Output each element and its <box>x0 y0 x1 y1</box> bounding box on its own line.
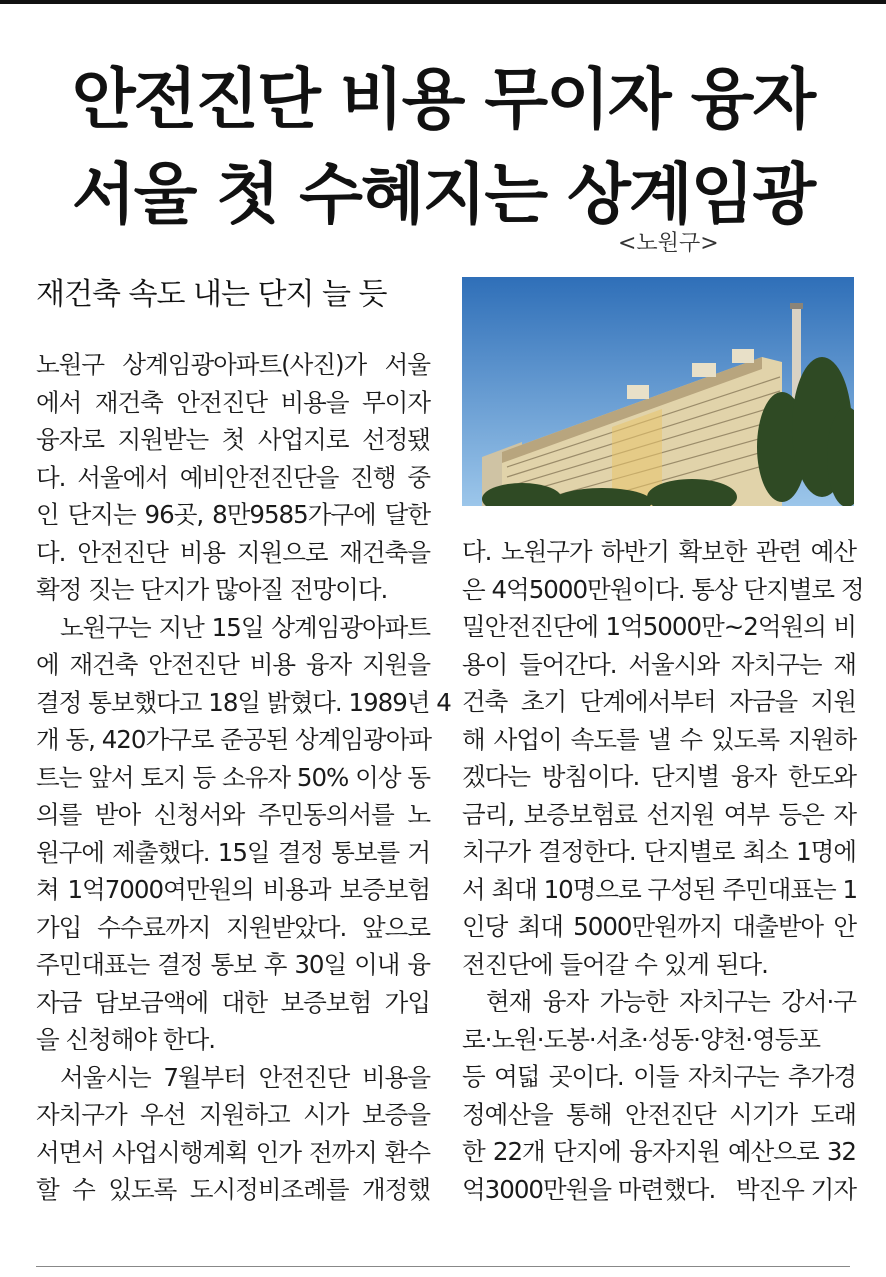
body-line: 전진단에 들어갈 수 있게 된다. <box>462 949 768 979</box>
body-line: 용이 들어간다. 서울시와 자치구는 재 <box>462 649 856 679</box>
body-line: 노원구는 지난 15일 상계임광아파트 <box>60 612 430 642</box>
body-line: 겠다는 방침이다. 단지별 융자 한도와 <box>462 762 856 791</box>
body-line: 등 여덟 곳이다. 이들 자치구는 추가경 <box>462 1062 856 1091</box>
body-line: 치구가 결정한다. 단지별로 최소 1명에 <box>462 837 856 866</box>
body-line: 서울시는 7월부터 안전진단 비용을 <box>60 1062 430 1092</box>
body-column-right <box>462 533 864 1208</box>
apartment-photo <box>462 277 854 506</box>
body-line: 해 사업이 속도를 낼 수 있도록 지원하 <box>462 724 856 754</box>
body-line: 노원구 상계임광아파트(사진)가 서울 <box>36 350 430 379</box>
headline-line-1: 안전진단 비용 무이자 융자 <box>71 61 815 138</box>
headline-line-2: 서울 첫 수혜지는 상계임광 <box>71 156 815 233</box>
body-line: 쳐 1억7000여만원의 비용과 보증보험 <box>36 875 430 904</box>
body-line: 확정 짓는 단지가 많아질 전망이다. <box>36 575 388 604</box>
body-line: 자금 담보금액에 대한 보증보험 가입 <box>36 987 430 1017</box>
headline <box>0 52 886 242</box>
body-line: 서면서 사업시행계획 인가 전까지 환수 <box>36 1137 430 1167</box>
subheadline: 재건축 속도 내는 단지 늘 듯 <box>36 277 387 312</box>
body-line-final <box>462 1171 856 1209</box>
body-line: 은 4억5000만원이다. 통상 단지별로 정 <box>462 574 864 604</box>
body-line: 인당 최대 5000만원까지 대출받아 안 <box>462 912 856 941</box>
body-line: 서 최대 10명으로 구성된 주민대표는 1 <box>462 874 858 904</box>
body-line: 건축 초기 단계에서부터 자금을 지원 <box>462 687 856 716</box>
body-line: 정예산을 통해 안전진단 시기가 도래 <box>462 1099 856 1129</box>
body-line: 자치구가 우선 지원하고 시가 보증을 <box>36 1100 430 1129</box>
body-line: 융자로 지원받는 첫 사업지로 선정됐 <box>36 425 430 454</box>
body-line: 의를 받아 신청서와 주민동의서를 노 <box>36 800 430 829</box>
body-line: 트는 앞서 토지 등 소유자 50% 이상 동 <box>36 762 430 792</box>
body-line: 원구에 제출했다. 15일 결정 통보를 거 <box>36 837 430 867</box>
region-tag: <노원구> <box>618 231 719 256</box>
body-line: 억3000만원을 마련했다. <box>462 1174 716 1204</box>
body-line: 금리, 보증보험료 선지원 여부 등은 자 <box>462 799 856 829</box>
body-line: 로·노원·도봉·서초·성동·양천·영등포 <box>462 1024 821 1054</box>
body-column-left <box>36 346 451 1209</box>
body-line: 다. 서울에서 예비안전진단을 진행 중 <box>36 462 430 492</box>
body-line: 현재 융자 가능한 자치구는 강서·구 <box>486 987 856 1016</box>
body-line: 다. 안전진단 비용 지원으로 재건축을 <box>36 537 430 567</box>
body-line: 에 재건축 안전진단 비용 융자 지원을 <box>36 650 430 679</box>
body-line: 할 수 있도록 도시정비조례를 개정했 <box>36 1175 430 1204</box>
body-line: 주민대표는 결정 통보 후 30일 이내 융 <box>36 950 430 979</box>
body-line: 을 신청해야 한다. <box>36 1025 216 1054</box>
bottom-rule <box>36 1266 850 1267</box>
body-line: 개 동, 420가구로 준공된 상계임광아파 <box>36 725 432 754</box>
top-rule <box>0 0 886 4</box>
body-line: 결정 통보했다고 18일 밝혔다. 1989년 4 <box>36 687 451 717</box>
body-line: 가입 수수료까지 지원받았다. 앞으로 <box>36 912 430 942</box>
body-line: 다. 노원구가 하반기 확보한 관련 예산 <box>462 537 856 566</box>
byline: 박진우 기자 <box>735 1174 856 1204</box>
body-line: 한 22개 단지에 융자지원 예산으로 32 <box>462 1137 856 1166</box>
body-line: 밀안전진단에 1억5000만~2억원의 비 <box>462 612 856 641</box>
body-line: 인 단지는 96곳, 8만9585가구에 달한 <box>36 500 430 529</box>
body-line: 에서 재건축 안전진단 비용을 무이자 <box>36 387 430 417</box>
